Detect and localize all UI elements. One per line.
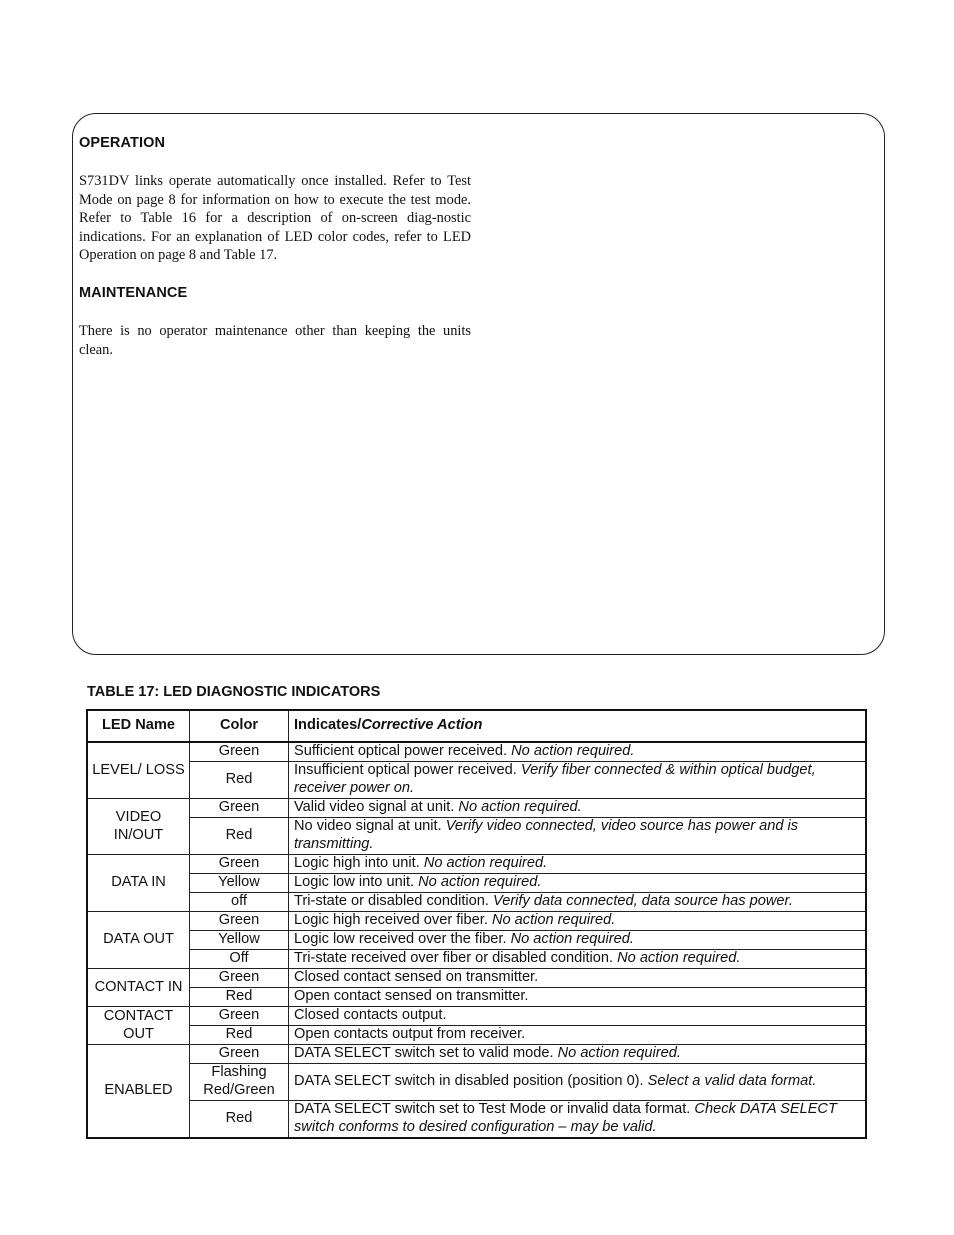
- indicates-text: Insufficient optical power received.: [294, 762, 521, 779]
- action-text: No action required.: [510, 931, 634, 948]
- table-row: [87, 818, 866, 855]
- maintenance-heading: MAINTENANCE: [79, 285, 188, 301]
- action-text: Check DATA SELECT switch conforms to desired configuration – may be valid.: [294, 1101, 837, 1135]
- maintenance-text: There is no operator maintenance other than keeping the units clean.: [79, 323, 471, 358]
- color-cell: Green: [190, 969, 289, 988]
- led-diagnostic-table: [86, 709, 867, 1139]
- table-row: [87, 1101, 866, 1139]
- indicates-cell: [289, 893, 867, 912]
- indicates-text: DATA SELECT switch set to Test Mode or invalid data format.: [294, 1101, 695, 1118]
- color-cell: Red: [190, 988, 289, 1007]
- table-row: [87, 969, 866, 988]
- indicates-text: Valid video signal at unit.: [294, 799, 459, 816]
- table-row: [87, 931, 866, 950]
- action-text: No action required.: [617, 950, 741, 967]
- indicates-text: No video signal at unit.: [294, 818, 446, 835]
- indicates-cell: Open contacts output from receiver.: [289, 1026, 867, 1045]
- indicates-cell: Closed contact sensed on transmitter.: [289, 969, 867, 988]
- indicates-cell: [289, 950, 867, 969]
- table-header-row: [87, 710, 866, 742]
- indicates-text: Logic low received over the fiber.: [294, 931, 511, 948]
- color-cell: Green: [190, 799, 289, 818]
- table-row: [87, 912, 866, 931]
- indicates-cell: [289, 855, 867, 874]
- header-indicates: [289, 710, 867, 742]
- indicates-text: DATA SELECT switch in disabled position (position 0).: [294, 1073, 648, 1090]
- indicates-text: Sufficient optical power received.: [294, 743, 512, 760]
- indicates-cell: [289, 799, 867, 818]
- led-name-cell: ENABLED: [87, 1045, 190, 1139]
- action-text: No action required.: [418, 874, 542, 891]
- indicates-cell: [289, 1064, 867, 1101]
- action-text: No action required.: [423, 855, 548, 872]
- color-cell: Red: [190, 1026, 289, 1045]
- color-cell: Red: [190, 818, 289, 855]
- indicates-cell: [289, 912, 867, 931]
- action-text: No action required.: [511, 743, 635, 760]
- color-cell: Off: [190, 950, 289, 969]
- operation-text: S731DV links operate automatically once installed. Refer to Test Mode on page 8 for information on how to execute the test mode. Refer to Table 16 for a description of on-screen diag-nostic indications. For an explanation of LED color codes, refer to LED Operation on page 8 and Table 17.: [79, 173, 471, 264]
- indicates-cell: [289, 931, 867, 950]
- table-row: [87, 1007, 866, 1026]
- table-row: [87, 1045, 866, 1064]
- table-row: [87, 1064, 866, 1101]
- indicates-text: Tri-state or disabled condition.: [294, 893, 494, 910]
- indicates-cell: [289, 742, 867, 762]
- led-name-cell: DATA OUT: [87, 912, 190, 969]
- color-cell: Green: [190, 912, 289, 931]
- indicates-cell: [289, 1101, 867, 1139]
- color-cell: Flashing Red/Green: [190, 1064, 289, 1101]
- led-name-cell: VIDEO IN/OUT: [87, 799, 190, 855]
- operation-heading: OPERATION: [79, 135, 166, 151]
- indicates-text: Tri-state received over fiber or disabled condition.: [294, 950, 618, 967]
- table-row: [87, 988, 866, 1007]
- table-row: [87, 950, 866, 969]
- table-row: [87, 874, 866, 893]
- table-title: TABLE 17: LED DIAGNOSTIC INDICATORS: [87, 684, 381, 700]
- header-color: Color: [190, 710, 289, 742]
- header-corrective-label: Corrective Action: [361, 717, 483, 734]
- action-text: Select a valid data format.: [647, 1073, 817, 1090]
- indicates-cell: Closed contacts output.: [289, 1007, 867, 1026]
- header-indicates-label: Indicates/: [294, 717, 362, 734]
- table-row: [87, 855, 866, 874]
- led-name-cell: DATA IN: [87, 855, 190, 912]
- color-cell: Yellow: [190, 931, 289, 950]
- indicates-text: Logic high into unit.: [294, 855, 424, 872]
- table-row: [87, 1026, 866, 1045]
- led-name-cell: LEVEL/ LOSS: [87, 742, 190, 799]
- action-text: No action required.: [491, 912, 616, 929]
- indicates-text: Logic low into unit.: [294, 874, 419, 891]
- indicates-cell: Open contact sensed on transmitter.: [289, 988, 867, 1007]
- indicates-text: Logic high received over fiber.: [294, 912, 492, 929]
- color-cell: Green: [190, 855, 289, 874]
- table-row: [87, 742, 866, 762]
- color-cell: Yellow: [190, 874, 289, 893]
- color-cell: off: [190, 893, 289, 912]
- action-text: No action required.: [557, 1045, 681, 1062]
- indicates-cell: [289, 1045, 867, 1064]
- led-name-cell: CONTACT OUT: [87, 1007, 190, 1045]
- action-text: Verify video connected, video source has power and is transmitting.: [294, 818, 799, 852]
- indicates-cell: [289, 762, 867, 799]
- color-cell: Green: [190, 1045, 289, 1064]
- header-led-name: LED Name: [87, 710, 190, 742]
- table-row: [87, 799, 866, 818]
- indicates-cell: [289, 874, 867, 893]
- led-name-cell: CONTACT IN: [87, 969, 190, 1007]
- color-cell: Green: [190, 1007, 289, 1026]
- action-text: Verify data connected, data source has power.: [493, 893, 793, 910]
- color-cell: Red: [190, 1101, 289, 1139]
- table-row: [87, 762, 866, 799]
- table-row: [87, 893, 866, 912]
- action-text: Verify fiber connected & within optical budget, receiver power on.: [294, 762, 816, 796]
- color-cell: Green: [190, 742, 289, 762]
- action-text: No action required.: [458, 799, 582, 816]
- color-cell: Red: [190, 762, 289, 799]
- indicates-text: DATA SELECT switch set to valid mode.: [294, 1045, 558, 1062]
- indicates-cell: [289, 818, 867, 855]
